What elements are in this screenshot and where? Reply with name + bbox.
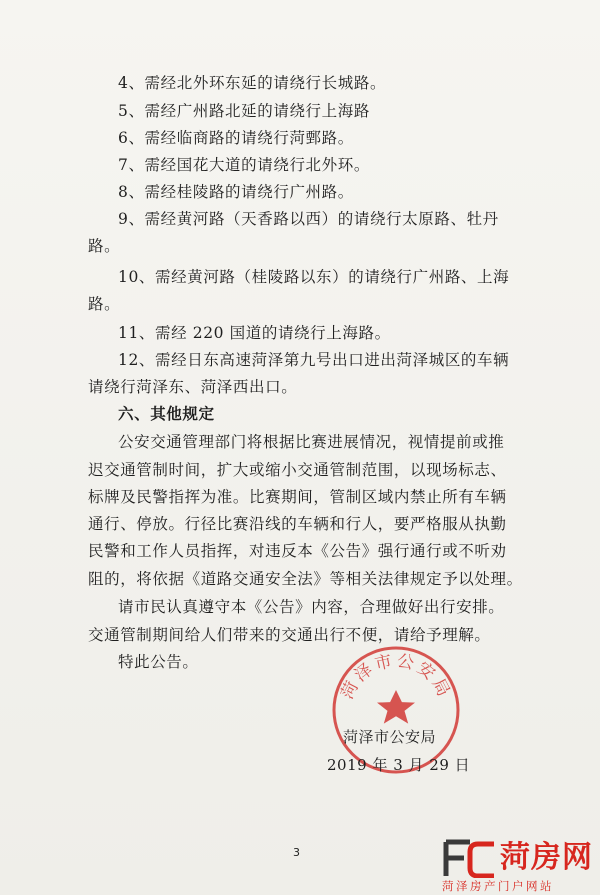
list-item: 11、需经 220 国道的请绕行上海路。	[118, 324, 391, 342]
signature-org: 菏泽市公安局	[343, 728, 437, 746]
paragraph-line: 交通管制期间给人们带来的交通出行不便，请给予理解。	[88, 626, 491, 644]
list-item-continuation: 请绕行菏泽东、菏泽西出口。	[88, 378, 298, 396]
list-item: 8、需经桂陵路的请绕行广州路。	[118, 183, 354, 201]
page-number: 3	[293, 846, 300, 859]
site-logo-icon	[440, 838, 500, 878]
paragraph-line: 阻的，将依据《道路交通安全法》等相关法律规定予以处理。	[88, 570, 523, 588]
watermark-title: 菏房网	[500, 840, 593, 875]
list-item: 4、需经北外环东延的请绕行长城路。	[118, 74, 387, 92]
list-item: 12、需经日东高速菏泽第九号出口进出菏泽城区的车辆	[118, 351, 510, 369]
paragraph-line: 公安交通管理部门将根据比赛进展情况，视情提前或推	[118, 433, 505, 451]
paragraph-line: 标牌及民警指挥为准。比赛期间，管制区域内禁止所有车辆	[88, 488, 507, 506]
paragraph-line: 通行、停放。行径比赛沿线的车辆和行人，要严格服从执勤	[88, 515, 507, 533]
list-item: 10、需经黄河路（桂陵路以东）的请绕行广州路、上海	[118, 268, 510, 286]
watermark-subtitle: 菏泽房产门户网站	[442, 879, 554, 893]
list-item: 9、需经黄河路（天香路以西）的请绕行太原路、牡丹	[118, 210, 499, 228]
paragraph-line: 民警和工作人员指挥，对违反本《公告》强行通行或不听劝	[88, 542, 507, 560]
paragraph-line: 迟交通管制时间，扩大或缩小交通管制范围，以现场标志、	[88, 461, 507, 479]
site-watermark	[440, 838, 598, 894]
list-item: 7、需经国花大道的请绕行北外环。	[118, 156, 370, 174]
list-item: 5、需经广州路北延的请绕行上海路	[118, 102, 370, 120]
list-item-continuation: 路。	[88, 237, 121, 255]
signature-date: 2019 年 3 月 29 日	[327, 756, 471, 774]
list-item-continuation: 路。	[88, 295, 121, 313]
seal-ring-text: 菏泽市公安局	[337, 650, 455, 703]
list-item: 6、需经临商路的请绕行菏鄄路。	[118, 129, 354, 147]
paragraph-line: 请市民认真遵守本《公告》内容，合理做好出行安排。	[118, 598, 505, 616]
section-heading: 六、其他规定	[118, 404, 215, 423]
closing-line: 特此公告。	[118, 653, 199, 671]
